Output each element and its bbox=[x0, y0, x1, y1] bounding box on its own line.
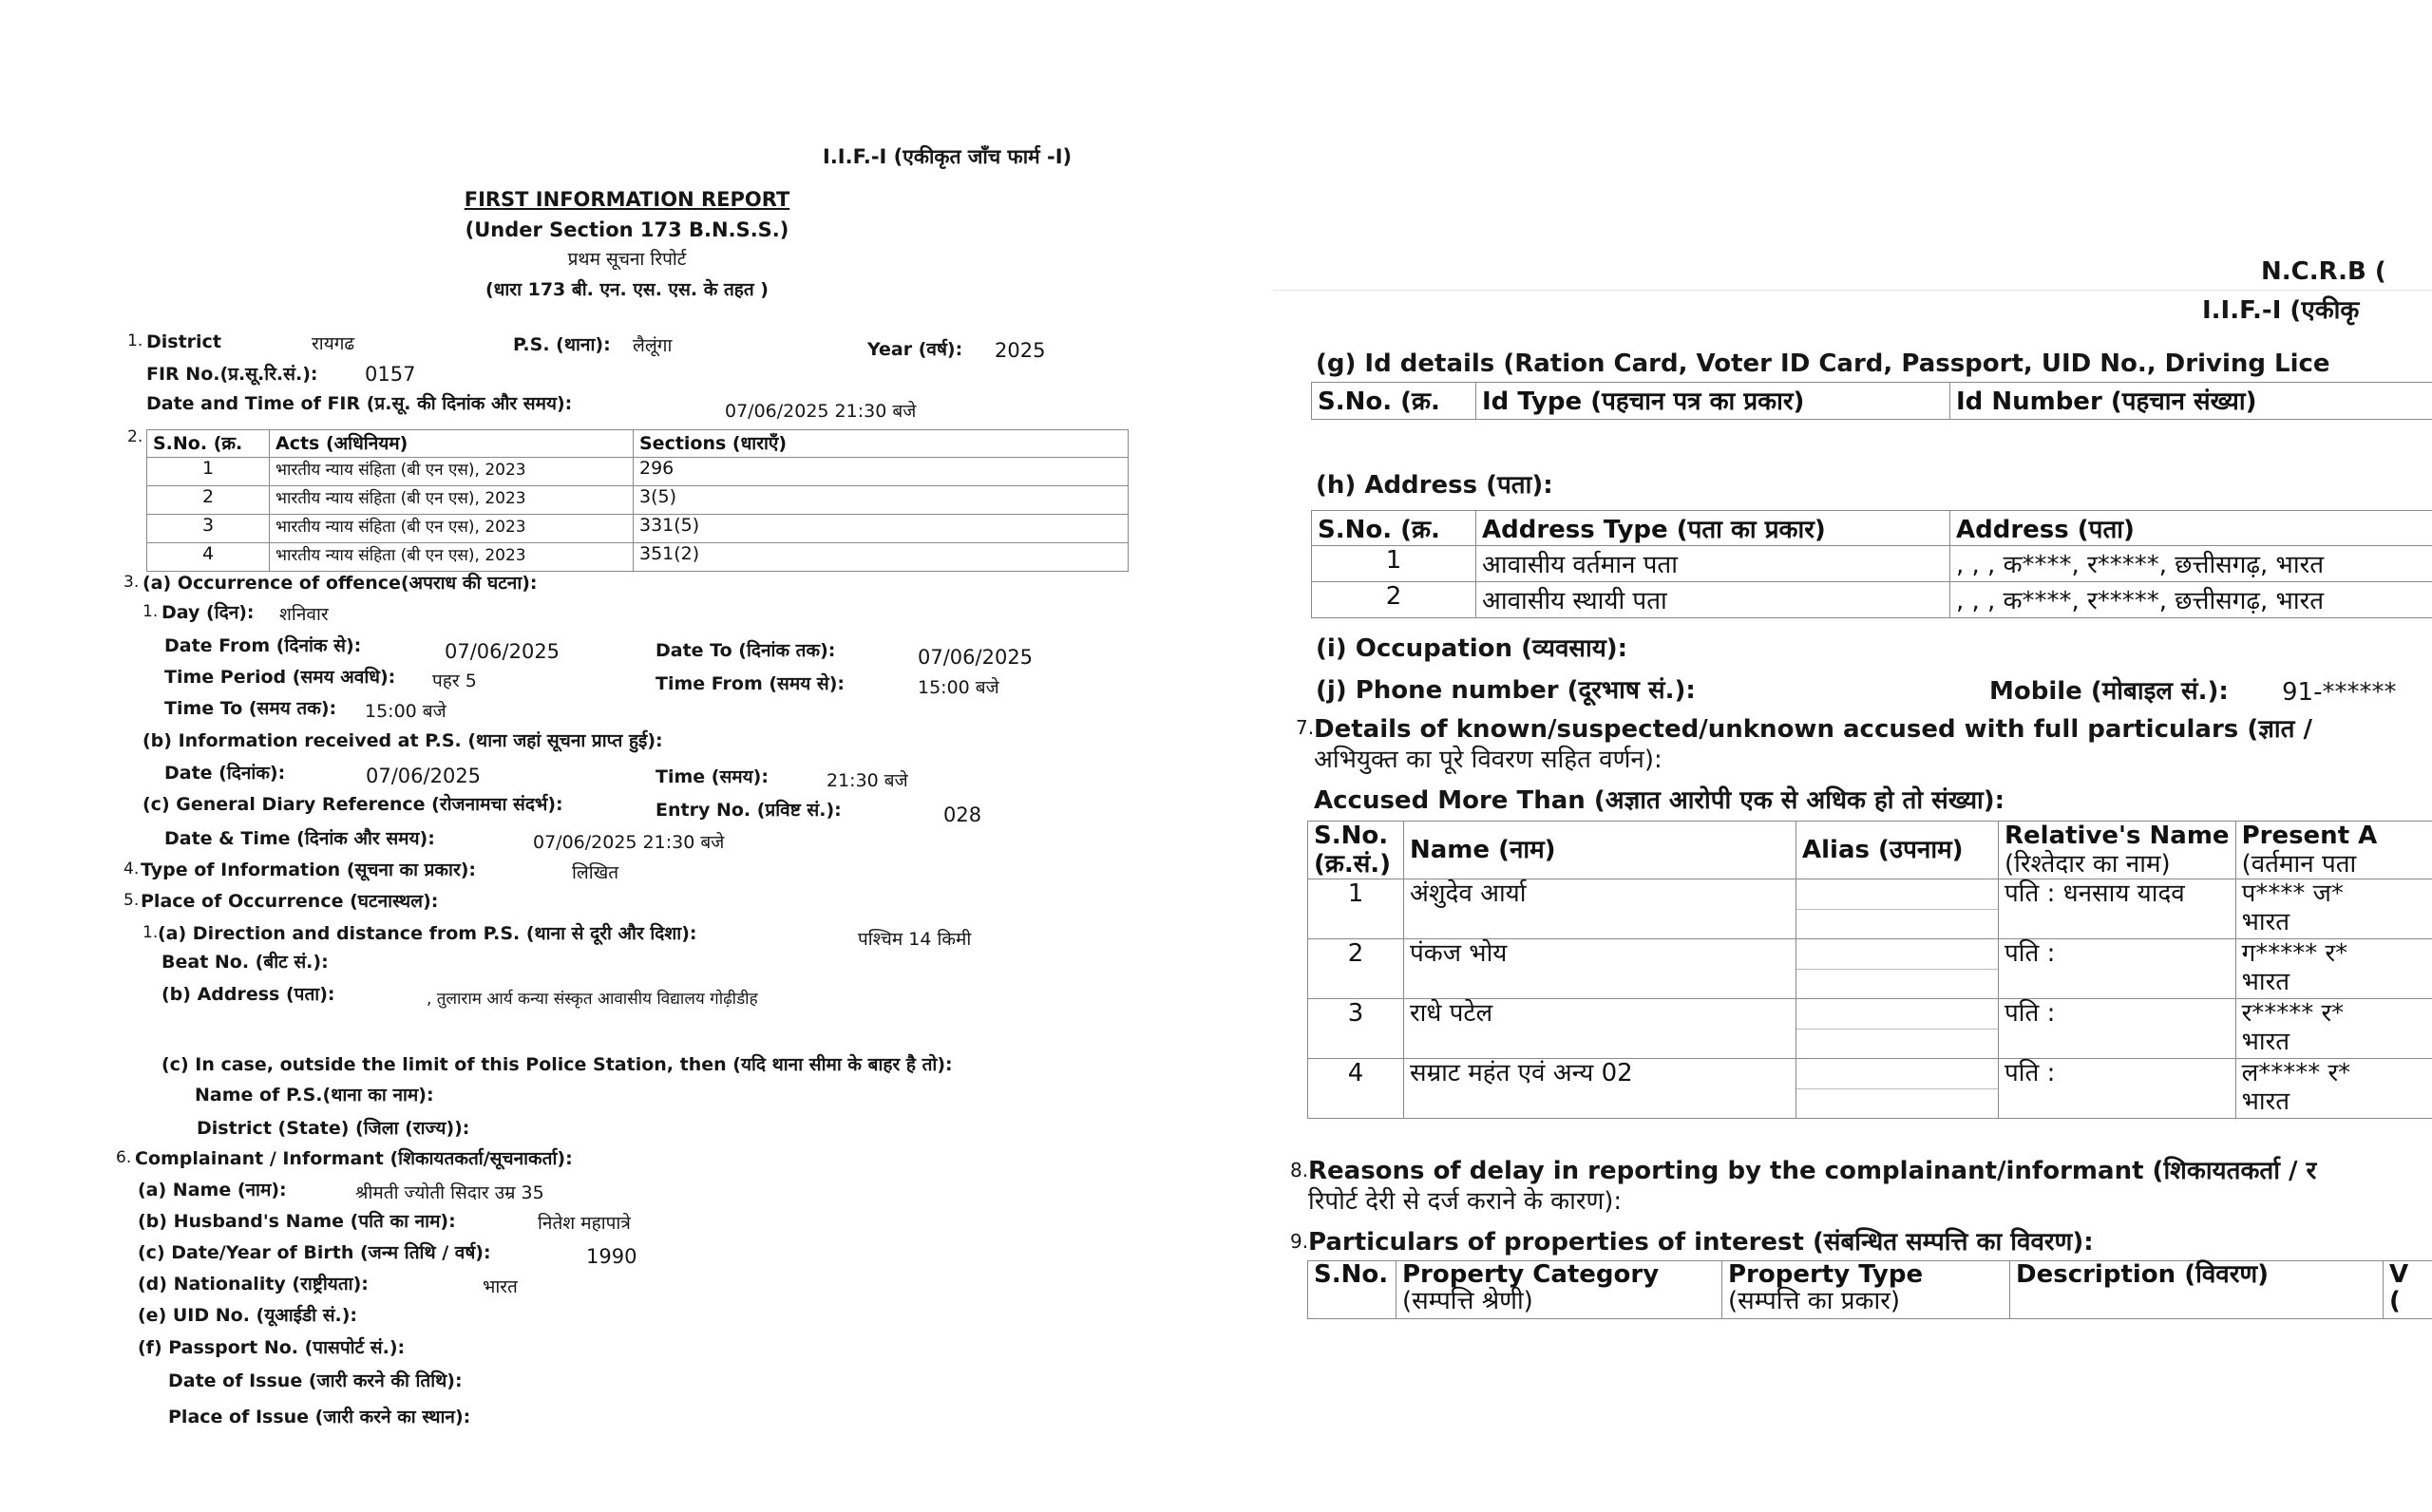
complainant-name-value: श्रीमती ज्योती सिदार उम्र 35 bbox=[355, 1182, 544, 1203]
column-header bbox=[1396, 1261, 1722, 1319]
alias-cell bbox=[1796, 879, 1999, 939]
section-cell: 3(5) bbox=[634, 486, 1129, 515]
fir-page-2 bbox=[1273, 0, 2432, 1512]
table-row bbox=[1308, 879, 2432, 939]
husband-name-label: (b) Husband's Name (पति का नाम): bbox=[138, 1211, 456, 1232]
column-header bbox=[1308, 822, 1404, 879]
dob-value: 1990 bbox=[586, 1245, 637, 1268]
report-subtitle-hi: प्रथम सूचना रिपोर्ट bbox=[567, 249, 687, 270]
other-ps-name-label: Name of P.S.(थाना का नाम): bbox=[195, 1085, 434, 1106]
direction-value: पश्चिम 14 किमी bbox=[858, 929, 972, 950]
address-line: प**** ज* bbox=[2241, 879, 2344, 908]
alias-cell bbox=[1796, 999, 1999, 1059]
section-number: 2. bbox=[127, 427, 143, 446]
column-header: S.No. (क्र. bbox=[1312, 511, 1476, 546]
column-header bbox=[1722, 1261, 2010, 1319]
place-label: Place of Occurrence (घटनास्थल): bbox=[141, 891, 439, 912]
day-label: Day (दिन): bbox=[162, 602, 255, 623]
info-date-label: Date (दिनांक): bbox=[164, 763, 286, 784]
table-row bbox=[1312, 582, 2432, 618]
occurrence-label: (a) Occurrence of offence(अपराध की घटना): bbox=[142, 573, 538, 594]
address-line: भारत bbox=[2241, 908, 2290, 936]
year-value: 2025 bbox=[995, 339, 1046, 362]
address-line: र***** र* bbox=[2241, 999, 2345, 1028]
section-number: 1. bbox=[127, 331, 143, 350]
complainant-label: Complainant / Informant (शिकायतकर्ता/सूचनाकर्ता): bbox=[135, 1148, 573, 1169]
district-value: रायगढ bbox=[312, 333, 355, 354]
date-from-label: Date From (दिनांक से): bbox=[164, 635, 362, 656]
date-to-value: 07/06/2025 bbox=[918, 646, 1034, 669]
serial-cell: 4 bbox=[1308, 1059, 1404, 1119]
issue-date-label: Date of Issue (जारी करने की तिथि): bbox=[168, 1370, 463, 1391]
accused-name-cell: अंशुदेव आर्या bbox=[1404, 879, 1796, 939]
complainant-name-label: (a) Name (नाम): bbox=[138, 1180, 287, 1200]
column-header: S.No. bbox=[1308, 1261, 1396, 1319]
time-to-value: 15:00 बजे bbox=[365, 701, 446, 722]
table-row bbox=[147, 486, 1129, 515]
beat-no-label: Beat No. (बीट सं.): bbox=[162, 952, 329, 973]
info-type-label: Type of Information (सूचना का प्रकार): bbox=[141, 860, 476, 880]
column-header: Sections (धाराएँ) bbox=[634, 430, 1129, 458]
date-to-label: Date To (दिनांक तक): bbox=[656, 640, 836, 661]
ncrb-header: N.C.R.B ( bbox=[2261, 257, 2386, 286]
table-row bbox=[1308, 1059, 2432, 1119]
entry-no-label: Entry No. (प्रविष्ट सं.): bbox=[656, 800, 842, 821]
gd-datetime-value: 07/06/2025 21:30 बजे bbox=[533, 832, 725, 853]
info-date-value: 07/06/2025 bbox=[366, 765, 482, 787]
column-header: Description (विवरण) bbox=[2010, 1261, 2384, 1319]
husband-name-value: नितेश महापात्रे bbox=[538, 1213, 631, 1234]
serial-cell: 2 bbox=[1312, 582, 1476, 618]
ps-value: लैलूंगा bbox=[633, 335, 673, 356]
address-table bbox=[1311, 510, 2432, 618]
alias-cell bbox=[1796, 939, 1999, 999]
ps-label: P.S. (थाना): bbox=[513, 334, 611, 355]
act-cell: भारतीय न्याय संहिता (बी एन एस), 2023 bbox=[270, 515, 634, 543]
sub-number: 1. bbox=[142, 602, 159, 621]
relative-cell: पति : धनसाय यादव bbox=[1999, 879, 2236, 939]
report-title: FIRST INFORMATION REPORT bbox=[464, 188, 790, 211]
section-cell: 296 bbox=[634, 458, 1129, 486]
section-number: 3. bbox=[124, 573, 140, 592]
accused-details-label: Details of known/suspected/unknown accused with full particulars (ज्ञात / bbox=[1314, 715, 2312, 744]
report-subtitle-en: (Under Section 173 B.N.S.S.) bbox=[465, 218, 789, 241]
section-cell: 331(5) bbox=[634, 515, 1129, 543]
header-line: Property Category bbox=[1402, 1260, 1660, 1289]
column-header bbox=[2235, 822, 2432, 879]
accused-name-cell: राधे पटेल bbox=[1404, 999, 1796, 1059]
accused-more-label: Accused More Than (अज्ञात आरोपी एक से अधिक हो तो संख्या): bbox=[1314, 786, 2005, 815]
header-line: S.No. bbox=[1314, 822, 1389, 850]
serial-cell: 1 bbox=[1312, 546, 1476, 582]
id-details-label: (g) Id details (Ration Card, Voter ID Card, Passport, UID No., Driving Lice bbox=[1316, 350, 2330, 378]
mobile-label: Mobile (मोबाइल सं.): bbox=[1989, 677, 2229, 706]
header-line: (क्र.सं.) bbox=[1314, 850, 1392, 879]
address-cell: , , , क****, र*****, छत्तीसगढ़, भारत bbox=[1950, 582, 2432, 618]
time-from-label: Time From (समय से): bbox=[656, 673, 846, 694]
present-address-cell bbox=[2235, 999, 2432, 1059]
passport-label: (f) Passport No. (पासपोर्ट सं.): bbox=[138, 1337, 406, 1358]
header-line: Present A bbox=[2241, 822, 2378, 850]
column-header: Acts (अधिनियम) bbox=[270, 430, 634, 458]
nationality-value: भारत bbox=[483, 1276, 518, 1297]
relative-cell: पति : bbox=[1999, 1059, 2236, 1119]
delay-reasons-label-hi: रिपोर्ट देरी से दर्ज कराने के कारण): bbox=[1308, 1187, 1623, 1216]
address-line: भारत bbox=[2241, 968, 2290, 996]
relative-cell: पति : bbox=[1999, 939, 2236, 999]
section-number: 4. bbox=[124, 860, 140, 879]
header-line: (सम्पत्ति का प्रकार) bbox=[1728, 1287, 1900, 1315]
other-district-label: District (State) (जिला (राज्य)): bbox=[197, 1118, 470, 1139]
act-cell: भारतीय न्याय संहिता (बी एन एस), 2023 bbox=[270, 458, 634, 486]
alias-cell bbox=[1796, 1059, 1999, 1119]
info-type-value: लिखित bbox=[572, 862, 619, 883]
address-line: ग***** र* bbox=[2241, 939, 2348, 968]
table-row bbox=[147, 515, 1129, 543]
uid-label: (e) UID No. (यूआईडी सं.): bbox=[138, 1305, 358, 1326]
fir-no-label: FIR No.(प्र.सू.रि.सं.): bbox=[146, 364, 318, 385]
id-details-table bbox=[1311, 382, 2432, 420]
serial-cell: 3 bbox=[147, 515, 270, 543]
info-time-label: Time (समय): bbox=[656, 766, 769, 787]
acts-sections-table bbox=[146, 429, 1129, 572]
section-number: 5. bbox=[124, 891, 140, 910]
time-period-value: पहर 5 bbox=[432, 671, 477, 691]
serial-cell: 2 bbox=[1308, 939, 1404, 999]
table-row bbox=[147, 543, 1129, 572]
address-cell: , , , क****, र*****, छत्तीसगढ़, भारत bbox=[1950, 546, 2432, 582]
gd-reference-label: (c) General Diary Reference (रोजनामचा संदर्भ): bbox=[142, 794, 563, 815]
act-cell: भारतीय न्याय संहिता (बी एन एस), 2023 bbox=[270, 486, 634, 515]
address-type-cell: आवासीय स्थायी पता bbox=[1476, 582, 1950, 618]
address-line: भारत bbox=[2241, 1087, 2290, 1116]
serial-cell: 1 bbox=[1308, 879, 1404, 939]
address-type-cell: आवासीय वर्तमान पता bbox=[1476, 546, 1950, 582]
date-from-value: 07/06/2025 bbox=[445, 640, 560, 663]
time-from-value: 15:00 बजे bbox=[918, 677, 999, 698]
present-address-cell bbox=[2235, 1059, 2432, 1119]
accused-details-label-hi: अभियुक्त का पूरे विवरण सहित वर्णन): bbox=[1314, 746, 1662, 774]
address-value: , तुलाराम आर्य कन्या संस्कृत आवासीय विद्यालय गोढ़ीडीह bbox=[427, 990, 758, 1009]
header-line: ( bbox=[2389, 1287, 2401, 1315]
column-header: S.No. (क्र. bbox=[147, 430, 270, 458]
properties-table bbox=[1307, 1260, 2432, 1319]
time-period-label: Time Period (समय अवधि): bbox=[164, 667, 396, 688]
mobile-value: 91-****** bbox=[2282, 678, 2397, 707]
header-line: Property Type bbox=[1728, 1260, 1924, 1289]
section-number: 9. bbox=[1290, 1230, 1309, 1253]
column-header bbox=[1999, 822, 2236, 879]
fir-no-value: 0157 bbox=[365, 363, 416, 386]
serial-cell: 1 bbox=[147, 458, 270, 486]
address-label: (b) Address (पता): bbox=[162, 984, 335, 1005]
info-time-value: 21:30 बजे bbox=[826, 770, 908, 791]
phone-label: (j) Phone number (दूरभाष सं.): bbox=[1316, 676, 1696, 705]
column-header: Address Type (पता का प्रकार) bbox=[1476, 511, 1950, 546]
serial-cell: 2 bbox=[147, 486, 270, 515]
properties-label: Particulars of properties of interest (संबन्धित सम्पत्ति का विवरण): bbox=[1308, 1228, 2094, 1257]
outside-limit-label: (c) In case, outside the limit of this Police Station, then (यदि थाना सीमा के बाहर है तो): bbox=[162, 1054, 953, 1075]
accused-name-cell: पंकज भोय bbox=[1404, 939, 1796, 999]
header-line: (रिश्तेदार का नाम) bbox=[2004, 850, 2171, 879]
relative-cell: पति : bbox=[1999, 999, 2236, 1059]
column-header: Id Number (पहचान संख्या) bbox=[1950, 383, 2432, 420]
present-address-cell bbox=[2235, 939, 2432, 999]
direction-label: (a) Direction and distance from P.S. (थाना से दूरी और दिशा): bbox=[158, 923, 697, 944]
serial-cell: 3 bbox=[1308, 999, 1404, 1059]
fir-datetime-label: Date and Time of FIR (प्र.सू. की दिनांक और समय): bbox=[146, 393, 573, 414]
header-line: (सम्पत्ति श्रेणी) bbox=[1402, 1287, 1533, 1315]
table-row bbox=[1308, 999, 2432, 1059]
report-subtitle-hi-section: (धारा 173 बी. एन. एस. एस. के तहत ) bbox=[485, 279, 769, 300]
occupation-label: (i) Occupation (व्यवसाय): bbox=[1316, 634, 1628, 663]
accused-name-cell: सम्राट महंत एवं अन्य 02 bbox=[1404, 1059, 1796, 1119]
header-line: (वर्तमान पता bbox=[2241, 850, 2357, 879]
sub-number: 1. bbox=[142, 923, 159, 942]
section-number: 8. bbox=[1290, 1159, 1309, 1181]
gd-datetime-label: Date & Time (दिनांक और समय): bbox=[164, 828, 435, 849]
district-label: District bbox=[146, 331, 221, 352]
page-divider bbox=[1273, 290, 2432, 291]
table-row bbox=[1312, 546, 2432, 582]
act-cell: भारतीय न्याय संहिता (बी एन एस), 2023 bbox=[270, 543, 634, 572]
column-header: Address (पता) bbox=[1950, 511, 2432, 546]
present-address-cell bbox=[2235, 879, 2432, 939]
accused-table bbox=[1307, 821, 2432, 1119]
section-number: 6. bbox=[116, 1148, 132, 1167]
form-header: I.I.F.-I (एकीकृ bbox=[2202, 296, 2360, 325]
time-to-label: Time To (समय तक): bbox=[164, 698, 337, 719]
serial-cell: 4 bbox=[147, 543, 270, 572]
column-header: Alias (उपनाम) bbox=[1796, 822, 1999, 879]
fir-datetime-value: 07/06/2025 21:30 बजे bbox=[725, 401, 917, 422]
section-number: 7. bbox=[1296, 716, 1315, 739]
entry-no-value: 028 bbox=[943, 803, 982, 826]
form-header: I.I.F.-I (एकीकृत जाँच फार्म -I) bbox=[823, 145, 1073, 168]
day-value: शनिवार bbox=[279, 604, 329, 625]
column-header: Name (नाम) bbox=[1404, 822, 1796, 879]
issue-place-label: Place of Issue (जारी करने का स्थान): bbox=[168, 1407, 471, 1427]
header-line: Relative's Name bbox=[2004, 822, 2230, 850]
address-line: भारत bbox=[2241, 1028, 2290, 1056]
info-received-label: (b) Information received at P.S. (थाना जहां सूचना प्राप्त हुई): bbox=[142, 730, 663, 751]
header-line: V bbox=[2389, 1260, 2409, 1289]
nationality-label: (d) Nationality (राष्ट्रीयता): bbox=[138, 1274, 369, 1295]
year-label: Year (वर्ष): bbox=[867, 339, 963, 360]
dob-label: (c) Date/Year of Birth (जन्म तिथि / वर्ष): bbox=[138, 1242, 491, 1263]
column-header bbox=[2384, 1261, 2432, 1319]
column-header: Id Type (पहचान पत्र का प्रकार) bbox=[1476, 383, 1950, 420]
address-section-label: (h) Address (पता): bbox=[1316, 471, 1553, 500]
table-row bbox=[1308, 939, 2432, 999]
table-row bbox=[147, 458, 1129, 486]
address-line: ल***** र* bbox=[2241, 1059, 2351, 1087]
section-cell: 351(2) bbox=[634, 543, 1129, 572]
column-header: S.No. (क्र. bbox=[1312, 383, 1476, 420]
delay-reasons-label: Reasons of delay in reporting by the complainant/informant (शिकायतकर्ता / र bbox=[1308, 1157, 2317, 1185]
